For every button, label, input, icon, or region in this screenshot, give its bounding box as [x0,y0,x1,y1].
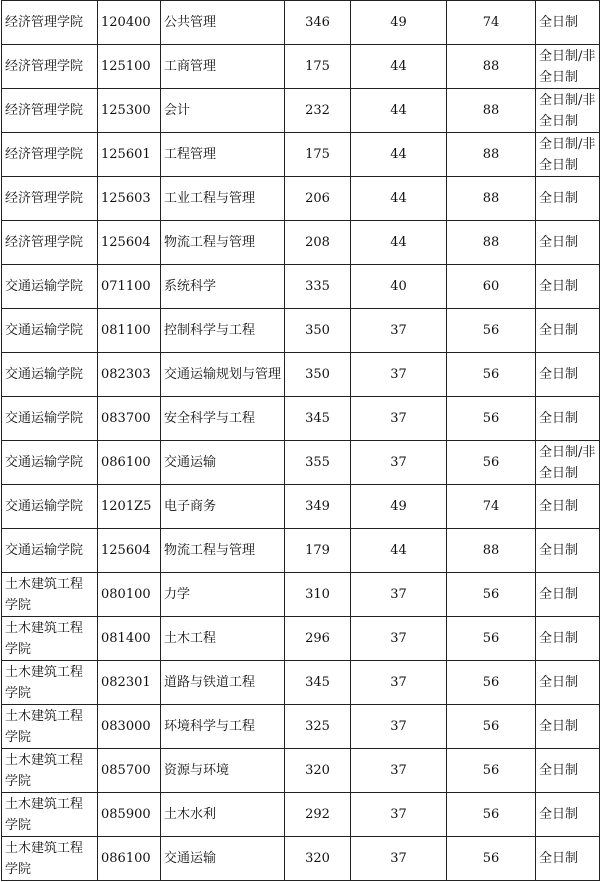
major-code-cell: 125100 [98,45,161,89]
single-subject-150-cell: 74 [447,1,536,45]
study-mode-cell: 全日制/非全日制 [536,45,600,89]
major-code-cell: 120400 [98,1,161,45]
single-subject-150-cell: 56 [447,749,536,793]
single-subject-100-cell: 37 [351,441,447,485]
total-score-cell: 310 [285,573,351,617]
major-name-cell: 道路与铁道工程 [161,661,285,705]
single-subject-150-cell: 74 [447,485,536,529]
table-row [2,309,600,353]
single-subject-150-cell: 88 [447,89,536,133]
score-line-table [1,0,600,881]
major-code-cell: 080100 [98,573,161,617]
study-mode-cell: 全日制 [536,485,600,529]
college-cell: 土木建筑工程学院 [2,705,98,749]
single-subject-100-cell: 49 [351,485,447,529]
major-code-cell: 082303 [98,353,161,397]
table-row [2,1,600,45]
major-code-cell: 1201Z5 [98,485,161,529]
major-code-cell: 086100 [98,441,161,485]
total-score-cell: 232 [285,89,351,133]
single-subject-150-cell: 56 [447,837,536,881]
single-subject-150-cell: 56 [447,309,536,353]
major-name-cell: 物流工程与管理 [161,221,285,265]
total-score-cell: 349 [285,485,351,529]
college-cell: 经济管理学院 [2,221,98,265]
single-subject-100-cell: 44 [351,177,447,221]
college-cell: 土木建筑工程学院 [2,793,98,837]
total-score-cell: 355 [285,441,351,485]
single-subject-150-cell: 56 [447,793,536,837]
college-cell: 经济管理学院 [2,133,98,177]
table-row [2,45,600,89]
major-code-cell: 086100 [98,837,161,881]
major-name-cell: 物流工程与管理 [161,529,285,573]
total-score-cell: 175 [285,133,351,177]
table-row [2,617,600,661]
single-subject-150-cell: 88 [447,45,536,89]
table-row [2,133,600,177]
major-code-cell: 083000 [98,705,161,749]
table-row [2,793,600,837]
major-code-cell: 082301 [98,661,161,705]
table-row [2,749,600,793]
table-row [2,837,600,881]
single-subject-100-cell: 44 [351,529,447,573]
table-row [2,221,600,265]
single-subject-150-cell: 56 [447,705,536,749]
major-name-cell: 力学 [161,573,285,617]
table-row [2,705,600,749]
table-row [2,177,600,221]
major-name-cell: 工商管理 [161,45,285,89]
single-subject-100-cell: 44 [351,221,447,265]
single-subject-150-cell: 88 [447,177,536,221]
major-name-cell: 资源与环境 [161,749,285,793]
college-cell: 土木建筑工程学院 [2,617,98,661]
single-subject-100-cell: 40 [351,265,447,309]
major-code-cell: 081400 [98,617,161,661]
study-mode-cell: 全日制 [536,397,600,441]
single-subject-100-cell: 37 [351,793,447,837]
major-name-cell: 交通运输规划与管理 [161,353,285,397]
single-subject-150-cell: 56 [447,617,536,661]
total-score-cell: 296 [285,617,351,661]
college-cell: 土木建筑工程学院 [2,749,98,793]
total-score-cell: 206 [285,177,351,221]
study-mode-cell: 全日制 [536,221,600,265]
college-cell: 土木建筑工程学院 [2,837,98,881]
major-name-cell: 公共管理 [161,1,285,45]
study-mode-cell: 全日制 [536,837,600,881]
study-mode-cell: 全日制/非全日制 [536,133,600,177]
single-subject-100-cell: 37 [351,353,447,397]
major-name-cell: 交通运输 [161,837,285,881]
major-code-cell: 125601 [98,133,161,177]
study-mode-cell: 全日制/非全日制 [536,441,600,485]
major-name-cell: 系统科学 [161,265,285,309]
major-name-cell: 土木水利 [161,793,285,837]
total-score-cell: 335 [285,265,351,309]
single-subject-100-cell: 37 [351,705,447,749]
total-score-cell: 350 [285,309,351,353]
total-score-cell: 320 [285,749,351,793]
study-mode-cell: 全日制 [536,529,600,573]
table-row [2,397,600,441]
total-score-cell: 350 [285,353,351,397]
single-subject-150-cell: 60 [447,265,536,309]
single-subject-100-cell: 37 [351,837,447,881]
total-score-cell: 179 [285,529,351,573]
study-mode-cell: 全日制 [536,1,600,45]
total-score-cell: 345 [285,397,351,441]
major-name-cell: 工业工程与管理 [161,177,285,221]
major-name-cell: 控制科学与工程 [161,309,285,353]
study-mode-cell: 全日制 [536,793,600,837]
college-cell: 经济管理学院 [2,45,98,89]
college-cell: 交通运输学院 [2,309,98,353]
study-mode-cell: 全日制 [536,573,600,617]
table-body [2,1,600,881]
major-code-cell: 125604 [98,529,161,573]
major-code-cell: 125300 [98,89,161,133]
study-mode-cell: 全日制 [536,177,600,221]
major-name-cell: 土木工程 [161,617,285,661]
total-score-cell: 325 [285,705,351,749]
total-score-cell: 292 [285,793,351,837]
college-cell: 经济管理学院 [2,89,98,133]
college-cell: 经济管理学院 [2,177,98,221]
major-name-cell: 安全科学与工程 [161,397,285,441]
major-code-cell: 083700 [98,397,161,441]
table-row [2,573,600,617]
table-row [2,441,600,485]
table-row [2,265,600,309]
single-subject-150-cell: 56 [447,573,536,617]
single-subject-100-cell: 37 [351,749,447,793]
major-code-cell: 125604 [98,221,161,265]
college-cell: 交通运输学院 [2,441,98,485]
study-mode-cell: 全日制/非全日制 [536,89,600,133]
major-code-cell: 081100 [98,309,161,353]
total-score-cell: 346 [285,1,351,45]
major-name-cell: 电子商务 [161,485,285,529]
single-subject-150-cell: 56 [447,441,536,485]
total-score-cell: 175 [285,45,351,89]
table-row [2,89,600,133]
table-row [2,661,600,705]
single-subject-100-cell: 44 [351,133,447,177]
single-subject-100-cell: 44 [351,89,447,133]
major-code-cell: 085700 [98,749,161,793]
college-cell: 交通运输学院 [2,485,98,529]
major-code-cell: 071100 [98,265,161,309]
single-subject-150-cell: 88 [447,221,536,265]
college-cell: 交通运输学院 [2,265,98,309]
single-subject-150-cell: 88 [447,529,536,573]
major-name-cell: 交通运输 [161,441,285,485]
college-cell: 交通运输学院 [2,529,98,573]
table-row [2,529,600,573]
single-subject-150-cell: 56 [447,661,536,705]
single-subject-150-cell: 88 [447,133,536,177]
college-cell: 经济管理学院 [2,1,98,45]
table-row [2,353,600,397]
single-subject-100-cell: 37 [351,617,447,661]
single-subject-100-cell: 49 [351,1,447,45]
study-mode-cell: 全日制 [536,617,600,661]
single-subject-150-cell: 56 [447,353,536,397]
study-mode-cell: 全日制 [536,353,600,397]
study-mode-cell: 全日制 [536,265,600,309]
study-mode-cell: 全日制 [536,661,600,705]
single-subject-100-cell: 37 [351,661,447,705]
single-subject-100-cell: 37 [351,309,447,353]
single-subject-100-cell: 37 [351,573,447,617]
major-name-cell: 环境科学与工程 [161,705,285,749]
college-cell: 土木建筑工程学院 [2,573,98,617]
table-row [2,485,600,529]
major-code-cell: 125603 [98,177,161,221]
major-code-cell: 085900 [98,793,161,837]
total-score-cell: 345 [285,661,351,705]
major-name-cell: 会计 [161,89,285,133]
total-score-cell: 320 [285,837,351,881]
college-cell: 交通运输学院 [2,397,98,441]
major-name-cell: 工程管理 [161,133,285,177]
college-cell: 交通运输学院 [2,353,98,397]
college-cell: 土木建筑工程学院 [2,661,98,705]
single-subject-150-cell: 56 [447,397,536,441]
study-mode-cell: 全日制 [536,705,600,749]
total-score-cell: 208 [285,221,351,265]
study-mode-cell: 全日制 [536,749,600,793]
single-subject-100-cell: 44 [351,45,447,89]
study-mode-cell: 全日制 [536,309,600,353]
single-subject-100-cell: 37 [351,397,447,441]
